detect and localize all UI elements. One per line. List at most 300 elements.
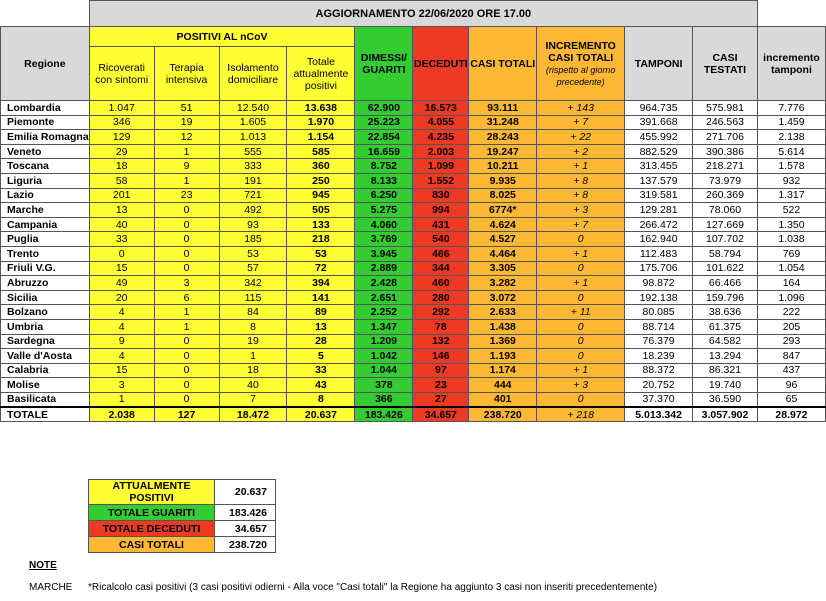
cell-icu: 0 — [154, 334, 219, 349]
hospitalized-header: Ricoverati con sintomi — [89, 47, 154, 101]
swab-increment-header: incremento tamponi — [757, 27, 825, 101]
cell-region: Friuli V.G. — [1, 261, 90, 276]
cell-dead: 4.235 — [413, 130, 469, 145]
cell-icu: 0 — [154, 217, 219, 232]
cell-home: 492 — [219, 203, 287, 218]
cell-pos: 133 — [287, 217, 355, 232]
cell-hosp: 4 — [89, 305, 154, 320]
cell-swabs: 129.281 — [625, 203, 693, 218]
cell-region: Toscana — [1, 159, 90, 174]
cell-inc: + 2 — [537, 144, 625, 159]
cell-icu: 6 — [154, 290, 219, 305]
update-title: AGGIORNAMENTO 22/06/2020 ORE 17.00 — [89, 1, 757, 27]
table-row — [1, 392, 826, 407]
cell-hosp: 18 — [89, 159, 154, 174]
table-row — [1, 159, 826, 174]
cell-inc: + 8 — [537, 173, 625, 188]
cell-swabs: 137.579 — [625, 173, 693, 188]
cell-healed: 62.900 — [355, 101, 413, 116]
cell-dead: 27 — [413, 392, 469, 407]
cell-hosp: 49 — [89, 276, 154, 291]
cell-swabs: 964.735 — [625, 101, 693, 116]
cell-region: TOTALE — [1, 407, 90, 422]
cell-home: 18.472 — [219, 407, 287, 422]
discharged-header: DIMESSI/ GUARITI — [355, 27, 413, 101]
cell-home: 1.605 — [219, 115, 287, 130]
cell-inc: + 7 — [537, 217, 625, 232]
cell-home: 555 — [219, 144, 287, 159]
cell-tested: 390.386 — [693, 144, 758, 159]
swabs-header: TAMPONI — [625, 27, 693, 101]
cell-inc: 0 — [537, 232, 625, 247]
cell-swab-inc: 1.096 — [757, 290, 825, 305]
cell-hosp: 15 — [89, 363, 154, 378]
cell-inc: 0 — [537, 261, 625, 276]
cell-region: Piemonte — [1, 115, 90, 130]
cell-tested: 3.057.902 — [693, 407, 758, 422]
summary-label: TOTALE DECEDUTI — [89, 521, 215, 537]
cell-healed: 22.854 — [355, 130, 413, 145]
cell-swab-inc: 437 — [757, 363, 825, 378]
cell-healed: 366 — [355, 392, 413, 407]
cell-icu: 3 — [154, 276, 219, 291]
cell-healed: 2.428 — [355, 276, 413, 291]
total-positive-header: Totale attualmente positivi — [287, 47, 355, 101]
cell-icu: 9 — [154, 159, 219, 174]
table-row — [1, 334, 826, 349]
cell-cases: 9.935 — [469, 173, 537, 188]
cell-cases: 4.464 — [469, 246, 537, 261]
cell-tested: 61.375 — [693, 319, 758, 334]
cell-swabs: 391.668 — [625, 115, 693, 130]
cell-dead: 344 — [413, 261, 469, 276]
summary-label: ATTUALMENTE POSITIVI — [89, 480, 215, 505]
cell-cases: 2.633 — [469, 305, 537, 320]
cell-hosp: 1 — [89, 392, 154, 407]
cell-pos: 1.970 — [287, 115, 355, 130]
cell-inc: 0 — [537, 334, 625, 349]
cell-dead: 466 — [413, 246, 469, 261]
cell-swab-inc: 293 — [757, 334, 825, 349]
cell-icu: 0 — [154, 378, 219, 393]
cell-pos: 505 — [287, 203, 355, 218]
cell-icu: 0 — [154, 246, 219, 261]
cell-swab-inc: 1.350 — [757, 217, 825, 232]
cell-region: Calabria — [1, 363, 90, 378]
cell-cases: 1.174 — [469, 363, 537, 378]
cell-healed: 183.426 — [355, 407, 413, 422]
summary-value: 183.426 — [215, 505, 276, 521]
cell-region: Emilia Romagna — [1, 130, 90, 145]
cell-tested: 107.702 — [693, 232, 758, 247]
cell-tested: 159.796 — [693, 290, 758, 305]
cell-inc: + 3 — [537, 203, 625, 218]
cell-inc: 0 — [537, 319, 625, 334]
cell-healed: 25.223 — [355, 115, 413, 130]
cell-dead: 994 — [413, 203, 469, 218]
cell-cases: 4.527 — [469, 232, 537, 247]
cell-healed: 1.347 — [355, 319, 413, 334]
tested-header: CASI TESTATI — [693, 27, 758, 101]
summary-label: CASI TOTALI — [89, 537, 215, 553]
cell-home: 84 — [219, 305, 287, 320]
cell-cases: 1.438 — [469, 319, 537, 334]
region-header: Regione — [1, 27, 90, 101]
cell-tested: 58.794 — [693, 246, 758, 261]
cell-region: Sicilia — [1, 290, 90, 305]
note-region: MARCHE — [29, 582, 73, 593]
cell-swab-inc: 1.317 — [757, 188, 825, 203]
cell-pos: 43 — [287, 378, 355, 393]
cell-icu: 0 — [154, 392, 219, 407]
cell-cases: 238.720 — [469, 407, 537, 422]
cell-hosp: 40 — [89, 217, 154, 232]
cell-swabs: 20.752 — [625, 378, 693, 393]
cell-cases: 3.305 — [469, 261, 537, 276]
table-row — [1, 349, 826, 364]
cell-swabs: 76.379 — [625, 334, 693, 349]
cell-swabs: 37.370 — [625, 392, 693, 407]
cell-home: 721 — [219, 188, 287, 203]
cell-cases: 401 — [469, 392, 537, 407]
cell-swab-inc: 847 — [757, 349, 825, 364]
cell-swabs: 455.992 — [625, 130, 693, 145]
cell-pos: 33 — [287, 363, 355, 378]
cell-home: 19 — [219, 334, 287, 349]
cell-icu: 1 — [154, 173, 219, 188]
intensive-header: Terapia intensiva — [154, 47, 219, 101]
cell-icu: 1 — [154, 319, 219, 334]
cell-hosp: 20 — [89, 290, 154, 305]
cell-home: 40 — [219, 378, 287, 393]
cell-dead: 460 — [413, 276, 469, 291]
cell-tested: 86.321 — [693, 363, 758, 378]
cell-cases: 8.025 — [469, 188, 537, 203]
cell-healed: 8.133 — [355, 173, 413, 188]
cell-swab-inc: 65 — [757, 392, 825, 407]
cell-healed: 8.752 — [355, 159, 413, 174]
cell-swabs: 5.013.342 — [625, 407, 693, 422]
cell-region: Sardegna — [1, 334, 90, 349]
cell-tested: 127.669 — [693, 217, 758, 232]
cell-swabs: 192.138 — [625, 290, 693, 305]
cell-hosp: 3 — [89, 378, 154, 393]
cell-swab-inc: 769 — [757, 246, 825, 261]
cell-icu: 23 — [154, 188, 219, 203]
cell-region: Bolzano — [1, 305, 90, 320]
cell-tested: 66.466 — [693, 276, 758, 291]
header-blank-right — [757, 1, 825, 27]
cell-hosp: 201 — [89, 188, 154, 203]
cell-hosp: 9 — [89, 334, 154, 349]
cell-pos: 218 — [287, 232, 355, 247]
cell-swab-inc: 5.614 — [757, 144, 825, 159]
cell-home: 8 — [219, 319, 287, 334]
cell-region: Campania — [1, 217, 90, 232]
cell-tested: 260.369 — [693, 188, 758, 203]
cell-region: Umbria — [1, 319, 90, 334]
cell-home: 12.540 — [219, 101, 287, 116]
cell-pos: 394 — [287, 276, 355, 291]
cell-dead: 23 — [413, 378, 469, 393]
cell-pos: 89 — [287, 305, 355, 320]
cell-swabs: 313.455 — [625, 159, 693, 174]
cell-tested: 101.622 — [693, 261, 758, 276]
cell-region: Lazio — [1, 188, 90, 203]
deceased-header: DECEDUTI — [413, 27, 469, 101]
cell-pos: 28 — [287, 334, 355, 349]
summary-row — [89, 521, 276, 537]
table-row — [1, 305, 826, 320]
cell-cases: 1.369 — [469, 334, 537, 349]
cell-tested: 19.740 — [693, 378, 758, 393]
summary-value: 20.637 — [215, 480, 276, 505]
cell-region: Basilicata — [1, 392, 90, 407]
cell-cases: 93.111 — [469, 101, 537, 116]
cell-inc: 0 — [537, 349, 625, 364]
cell-home: 191 — [219, 173, 287, 188]
cell-tested: 36.590 — [693, 392, 758, 407]
table-row — [1, 232, 826, 247]
table-row — [1, 203, 826, 218]
cell-region: Puglia — [1, 232, 90, 247]
cell-swab-inc: 1.459 — [757, 115, 825, 130]
cell-icu: 1 — [154, 305, 219, 320]
cell-swabs: 266.472 — [625, 217, 693, 232]
cell-home: 53 — [219, 246, 287, 261]
cell-cases: 3.072 — [469, 290, 537, 305]
summary-box — [88, 479, 276, 553]
note-text: *Ricalcolo casi positivi (3 casi positivi odierni - Alla voce "Casi totali" la Regione ha aggiunto 3 casi non inseriti precedentemente) — [88, 582, 658, 593]
table-row — [1, 378, 826, 393]
cell-swab-inc: 522 — [757, 203, 825, 218]
cell-region: Abruzzo — [1, 276, 90, 291]
cell-hosp: 13 — [89, 203, 154, 218]
cell-hosp: 0 — [89, 246, 154, 261]
table-row — [1, 188, 826, 203]
cell-pos: 945 — [287, 188, 355, 203]
cell-healed: 2.889 — [355, 261, 413, 276]
cell-home: 18 — [219, 363, 287, 378]
cell-swab-inc: 28.972 — [757, 407, 825, 422]
cell-swabs: 80.085 — [625, 305, 693, 320]
cell-inc: 0 — [537, 392, 625, 407]
summary-row — [89, 505, 276, 521]
cell-cases: 10.211 — [469, 159, 537, 174]
cell-swabs: 112.483 — [625, 246, 693, 261]
cell-healed: 6.250 — [355, 188, 413, 203]
cell-pos: 53 — [287, 246, 355, 261]
total-row — [1, 407, 826, 422]
cell-tested: 246.563 — [693, 115, 758, 130]
cell-pos: 360 — [287, 159, 355, 174]
cell-swabs: 88.372 — [625, 363, 693, 378]
cell-dead: 78 — [413, 319, 469, 334]
table-row — [1, 101, 826, 116]
cell-healed: 3.945 — [355, 246, 413, 261]
cell-hosp: 4 — [89, 349, 154, 364]
cell-healed: 1.042 — [355, 349, 413, 364]
cell-dead: 4.055 — [413, 115, 469, 130]
cell-pos: 141 — [287, 290, 355, 305]
cell-region: Molise — [1, 378, 90, 393]
cell-icu: 0 — [154, 261, 219, 276]
cell-hosp: 1.047 — [89, 101, 154, 116]
cell-swab-inc: 7.776 — [757, 101, 825, 116]
cell-swab-inc: 96 — [757, 378, 825, 393]
cell-swab-inc: 222 — [757, 305, 825, 320]
cell-swab-inc: 1.578 — [757, 159, 825, 174]
cell-dead: 280 — [413, 290, 469, 305]
cell-pos: 5 — [287, 349, 355, 364]
note-title: NOTE — [29, 560, 57, 571]
home-isolation-header: Isolamento domiciliare — [219, 47, 287, 101]
table-row — [1, 261, 826, 276]
cell-dead: 34.657 — [413, 407, 469, 422]
cell-home: 342 — [219, 276, 287, 291]
cell-tested: 64.582 — [693, 334, 758, 349]
total-cases-header: CASI TOTALI — [469, 27, 537, 101]
summary-label: TOTALE GUARITI — [89, 505, 215, 521]
cell-dead: 97 — [413, 363, 469, 378]
cell-hosp: 4 — [89, 319, 154, 334]
cell-swab-inc: 932 — [757, 173, 825, 188]
table-row — [1, 290, 826, 305]
cell-pos: 20.637 — [287, 407, 355, 422]
cell-dead: 16.573 — [413, 101, 469, 116]
cell-healed: 2.252 — [355, 305, 413, 320]
cell-swabs: 18.239 — [625, 349, 693, 364]
cell-tested: 575.981 — [693, 101, 758, 116]
cell-dead: 292 — [413, 305, 469, 320]
cell-swabs: 319.581 — [625, 188, 693, 203]
cell-inc: + 8 — [537, 188, 625, 203]
increment-header — [537, 27, 625, 101]
table-row — [1, 363, 826, 378]
cell-pos: 13 — [287, 319, 355, 334]
summary-row — [89, 537, 276, 553]
table-row — [1, 217, 826, 232]
increment-note: (rispetto al giorno precedente) — [545, 64, 616, 87]
cell-home: 1 — [219, 349, 287, 364]
cell-inc: + 11 — [537, 305, 625, 320]
cell-cases: 4.624 — [469, 217, 537, 232]
cell-swabs: 882.529 — [625, 144, 693, 159]
cell-hosp: 15 — [89, 261, 154, 276]
cell-home: 185 — [219, 232, 287, 247]
cell-home: 7 — [219, 392, 287, 407]
cell-icu: 19 — [154, 115, 219, 130]
cell-icu: 0 — [154, 349, 219, 364]
cell-region: Lombardia — [1, 101, 90, 116]
cell-inc: + 218 — [537, 407, 625, 422]
positive-group-header: POSITIVI AL nCoV — [89, 27, 355, 47]
cell-inc: + 3 — [537, 378, 625, 393]
cell-tested: 13.294 — [693, 349, 758, 364]
cell-hosp: 33 — [89, 232, 154, 247]
cell-hosp: 58 — [89, 173, 154, 188]
cell-tested: 73.979 — [693, 173, 758, 188]
cell-healed: 2.651 — [355, 290, 413, 305]
cell-healed: 378 — [355, 378, 413, 393]
cell-pos: 72 — [287, 261, 355, 276]
cell-healed: 3.769 — [355, 232, 413, 247]
cell-pos: 250 — [287, 173, 355, 188]
cell-cases: 6774* — [469, 203, 537, 218]
cell-inc: + 1 — [537, 363, 625, 378]
cell-icu: 51 — [154, 101, 219, 116]
cell-icu: 127 — [154, 407, 219, 422]
cell-cases: 31.248 — [469, 115, 537, 130]
cell-swab-inc: 1.038 — [757, 232, 825, 247]
cell-cases: 1.193 — [469, 349, 537, 364]
cell-swabs: 175.706 — [625, 261, 693, 276]
summary-value: 34.657 — [215, 521, 276, 537]
cell-dead: 2.003 — [413, 144, 469, 159]
cell-icu: 0 — [154, 363, 219, 378]
cell-pos: 1.154 — [287, 130, 355, 145]
cell-home: 1.013 — [219, 130, 287, 145]
summary-row — [89, 480, 276, 505]
cell-pos: 8 — [287, 392, 355, 407]
cell-home: 333 — [219, 159, 287, 174]
cell-home: 115 — [219, 290, 287, 305]
table-row — [1, 173, 826, 188]
table-row — [1, 276, 826, 291]
table-body — [1, 101, 826, 422]
cell-tested: 218.271 — [693, 159, 758, 174]
cell-tested: 271.706 — [693, 130, 758, 145]
header-blank — [1, 1, 90, 27]
cell-cases: 3.282 — [469, 276, 537, 291]
cell-icu: 12 — [154, 130, 219, 145]
cell-tested: 38.636 — [693, 305, 758, 320]
cell-swab-inc: 2.138 — [757, 130, 825, 145]
cell-region: Valle d'Aosta — [1, 349, 90, 364]
cell-icu: 1 — [154, 144, 219, 159]
cell-inc: + 143 — [537, 101, 625, 116]
cell-dead: 146 — [413, 349, 469, 364]
cell-dead: 540 — [413, 232, 469, 247]
cell-inc: + 22 — [537, 130, 625, 145]
cell-region: Trento — [1, 246, 90, 261]
summary-value: 238.720 — [215, 537, 276, 553]
cell-healed: 1.044 — [355, 363, 413, 378]
cell-cases: 444 — [469, 378, 537, 393]
table-row — [1, 130, 826, 145]
cell-home: 57 — [219, 261, 287, 276]
table-row — [1, 319, 826, 334]
cell-inc: 0 — [537, 290, 625, 305]
cell-healed: 1.209 — [355, 334, 413, 349]
cell-inc: + 1 — [537, 159, 625, 174]
cell-dead: 1.552 — [413, 173, 469, 188]
cell-region: Liguria — [1, 173, 90, 188]
table-row — [1, 144, 826, 159]
cell-inc: + 1 — [537, 276, 625, 291]
table-row — [1, 115, 826, 130]
cell-region: Veneto — [1, 144, 90, 159]
cell-healed: 4.060 — [355, 217, 413, 232]
cell-healed: 5.275 — [355, 203, 413, 218]
cell-cases: 19.247 — [469, 144, 537, 159]
increment-title: INCREMENTO CASI TOTALI — [545, 39, 616, 64]
cell-region: Marche — [1, 203, 90, 218]
cell-swab-inc: 164 — [757, 276, 825, 291]
cell-dead: 1.099 — [413, 159, 469, 174]
cell-dead: 830 — [413, 188, 469, 203]
table-row — [1, 246, 826, 261]
